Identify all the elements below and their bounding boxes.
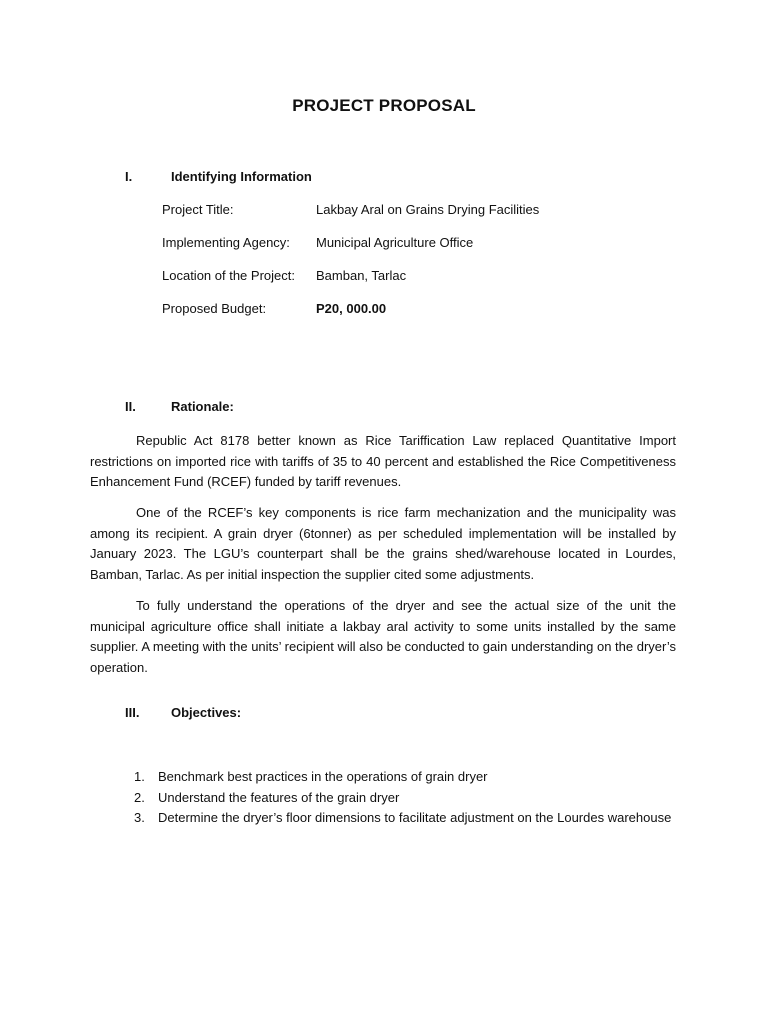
list-item-number: 2. (134, 789, 145, 805)
info-row-project-title (162, 202, 539, 217)
section-title: Identifying Information (171, 169, 312, 184)
info-value: P20, 000.00 (316, 301, 387, 316)
list-item-text: Determine the dryer’s floor dimensions to facilitate adjustment on the Lourdes warehouse (158, 810, 672, 825)
list-item (134, 808, 671, 829)
list-item (134, 767, 671, 788)
info-label: Proposed Budget: (162, 301, 267, 316)
info-value: Bamban, Tarlac (316, 268, 407, 283)
list-item-text: Benchmark best practices in the operations of grain dryer (158, 769, 488, 784)
info-label: Location of the Project: (162, 268, 295, 283)
rationale-paragraph: To fully understand the operations of the dryer and see the actual size of the unit the municipal agriculture office shall initiate a lakbay aral activity to some units installed by the same supplier. A meeting with the units’ recipient will also be conducted to gain understanding on the dryer’s operation. (90, 598, 676, 675)
section-title: Objectives: (171, 705, 242, 720)
list-item (134, 788, 671, 809)
section-number: I. (125, 169, 133, 184)
objectives-list (134, 767, 671, 829)
rationale-paragraph: One of the RCEF’s key components is rice farm mechanization and the municipality was among its recipient. A grain dryer (6tonner) as per scheduled implementation will be installed by January 2023. The LGU’s counterpart shall be the grains shed/warehouse located in Lourdes, Bamban, Tarlac. As per initial inspection the supplier cited some adjustments. (90, 505, 676, 582)
section-identifying-heading (125, 169, 312, 184)
section-number: III. (125, 705, 140, 720)
list-item-text: Understand the features of the grain dryer (158, 789, 400, 805)
document-title: PROJECT PROPOSAL (292, 96, 476, 115)
info-value: Municipal Agriculture Office (316, 235, 474, 250)
rationale-paragraph: Republic Act 8178 better known as Rice Tariffication Law replaced Quantitative Import restrictions on imported rice with tariffs of 35 to 40 percent and established the Rice Competitiveness Enhancement Fund (RCEF) funded by tariff revenues. (90, 433, 676, 489)
info-row-location (162, 268, 406, 283)
info-value: Lakbay Aral on Grains Drying Facilities (316, 202, 540, 217)
info-row-implementing-agency (162, 235, 473, 250)
section-objectives-heading (125, 705, 241, 720)
info-label: Project Title: (162, 202, 234, 217)
section-number: II. (125, 399, 136, 414)
section-rationale-heading (125, 399, 234, 414)
section-title: Rationale: (171, 399, 234, 414)
list-item-number: 1. (134, 769, 145, 784)
list-item-number: 3. (134, 810, 145, 825)
info-label: Implementing Agency: (162, 235, 290, 250)
info-row-proposed-budget (162, 301, 386, 316)
